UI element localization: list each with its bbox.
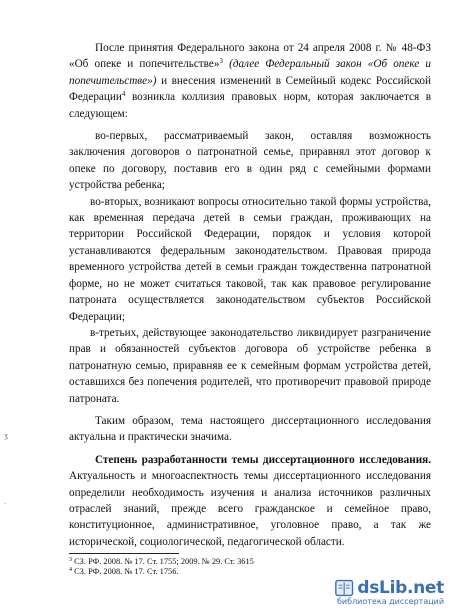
intro-text-a: После принятия Федерального закона от 24 апреля 2008 г. № 48-ФЗ «Об опеке и попечительстве» [69, 42, 431, 71]
footnote-divider [69, 553, 179, 554]
paragraph-second: во-вторых, возникают вопросы относительно такой формы устройства, как временная передача детей в семьи граждан, проживающих на территории Российской Федерации, порядок и условия которой устанавливаются федеральным законодательством. Правовая природа временного устройства детей в семьи граждан тождественна патронатной форме, но не может считаться таковой, так как правовое регулирование патроната осуществляется законодательством субъектов Российской Федерации; [69, 195, 431, 323]
footnote-text: СЗ. РФ. 2008. № 17. Ст. 1755; 2009. № 29. Ст. 3615 [74, 557, 254, 566]
intro-text-c: и внесения изменений в Семейный кодекс Российской Федерации [69, 74, 431, 104]
watermark-logo [334, 577, 444, 611]
footnote-3 [69, 557, 254, 567]
footnote-ref-4[interactable]: 4 [121, 90, 126, 99]
footnote-4 [69, 567, 179, 577]
margin-mark: ʒ [4, 432, 9, 440]
degree-text: Актуальность и многоаспектность темы диссертационного исследования определили необходимость изучения и анализа источников различных отраслей знаний, прежде всего гражданское и семейное право, конституционное, административное, уголовное право, а так же исторической, социологической, педагогической области. [69, 470, 431, 548]
footnote-text: СЗ. РФ. 2008. № 17. Ст. 1756. [74, 567, 179, 576]
margin-mark: · [4, 500, 7, 508]
paragraph-conclusion: Таким образом, тема настоящего диссертационного исследования актуальна и практически значима. [69, 414, 431, 444]
watermark-name: dsLib.net [357, 578, 444, 598]
paragraph-intro [69, 40, 431, 122]
footnote-number: 4 [69, 567, 72, 573]
footnote-number: 3 [69, 557, 72, 563]
book-icon [334, 577, 354, 599]
watermark-tagline: библиотека диссертаций [337, 597, 445, 606]
section-heading: Степень разработанности темы диссертационного исследования. [95, 453, 431, 466]
paragraph-first: во-первых, рассматриваемый закон, оставляя возможность заключения договоров о патронатной семье, приравнял этот договор к опеке по договору, поставив его в один ряд с семейными формами устройства ребенка; [69, 130, 431, 192]
body-text [69, 40, 431, 550]
paragraph-degree [69, 452, 431, 550]
intro-text-d: возникла коллизия правовых норм, которая заключается в следующем: [69, 91, 432, 120]
footnote-ref-3[interactable]: 3 [219, 57, 223, 66]
intro-text-italic: (далее Федеральный закон «Об опеке и попечительстве») [69, 58, 432, 87]
paragraph-third: в-третьих, действующее законодательство ликвидирует разграничение прав и обязанностей субъектов договора об устройстве ребенка в патронатную семью, приравняв ее к семейным формам устройства детей, оставшихся без попечения родителей, что противоречит правовой природе патроната. [69, 326, 431, 405]
